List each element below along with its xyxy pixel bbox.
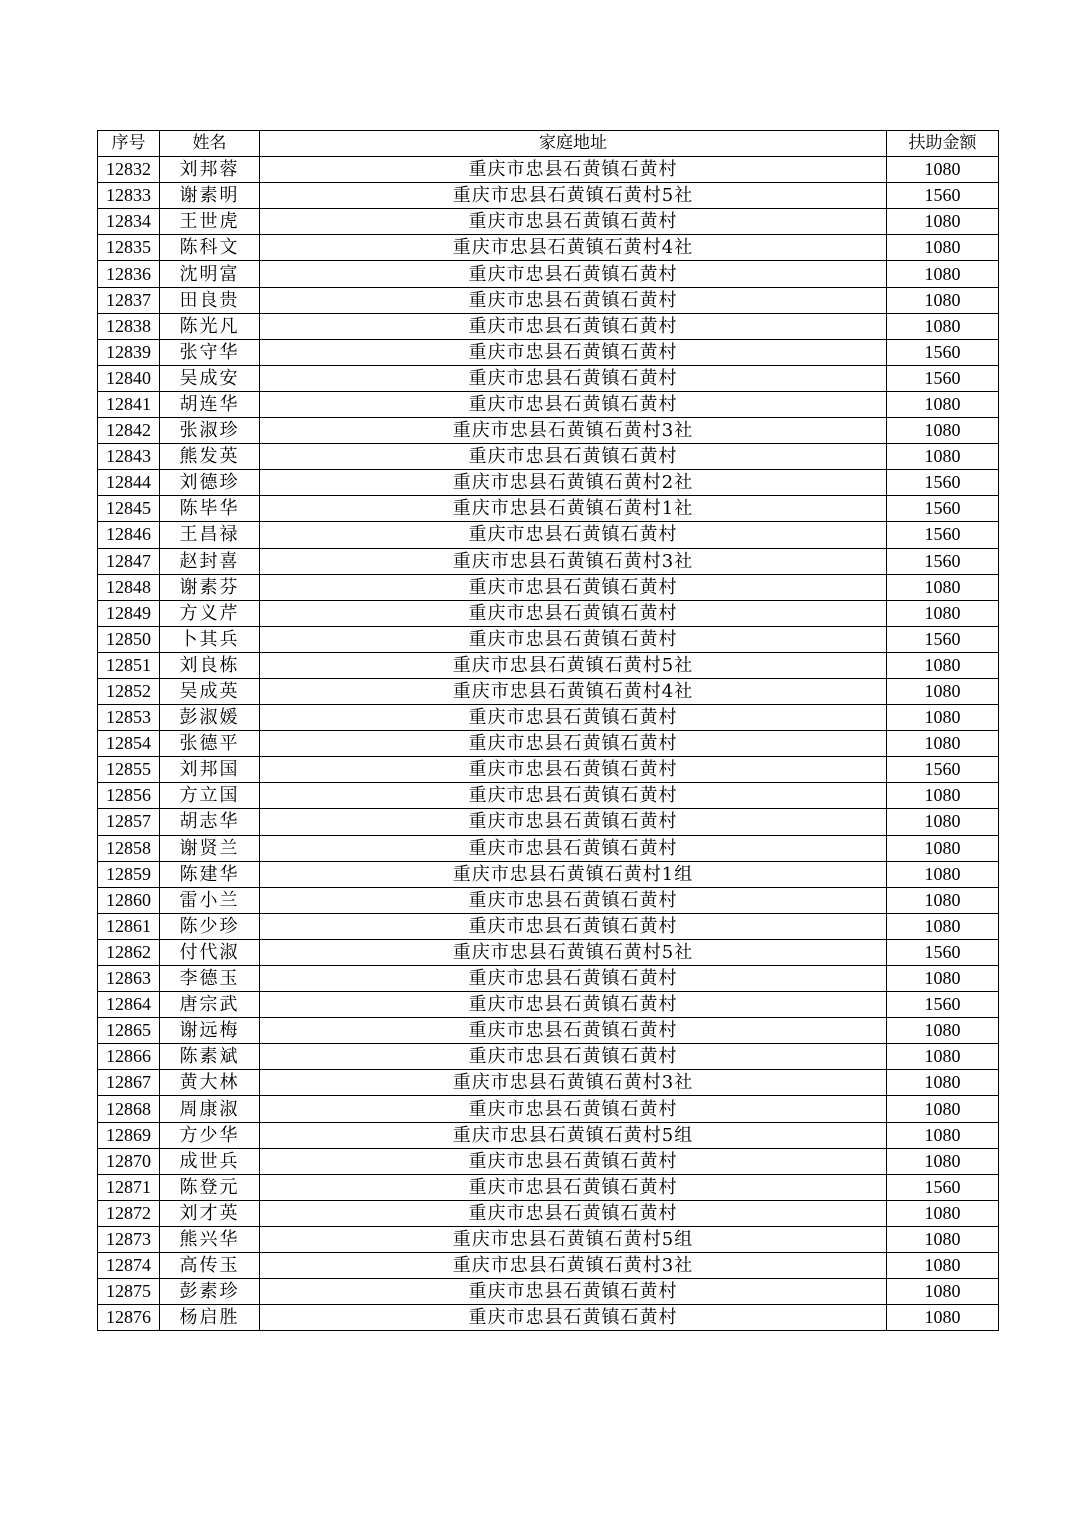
cell-seq: 12874 xyxy=(98,1253,160,1279)
table-row xyxy=(98,783,999,809)
cell-address: 重庆市忠县石黄镇石黄村5组 xyxy=(260,1122,887,1148)
cell-amount: 1080 xyxy=(887,1122,999,1148)
cell-amount: 1080 xyxy=(887,313,999,339)
table-row xyxy=(98,600,999,626)
cell-amount: 1080 xyxy=(887,783,999,809)
table-row xyxy=(98,209,999,235)
cell-address: 重庆市忠县石黄镇石黄村2社 xyxy=(260,470,887,496)
cell-name: 熊发英 xyxy=(160,444,260,470)
cell-seq: 12833 xyxy=(98,183,160,209)
cell-address: 重庆市忠县石黄镇石黄村 xyxy=(260,1096,887,1122)
table-row xyxy=(98,548,999,574)
cell-amount: 1080 xyxy=(887,444,999,470)
cell-seq: 12846 xyxy=(98,522,160,548)
cell-amount: 1080 xyxy=(887,809,999,835)
cell-name: 李德玉 xyxy=(160,966,260,992)
cell-seq: 12852 xyxy=(98,678,160,704)
cell-name: 田良贵 xyxy=(160,287,260,313)
table-row xyxy=(98,966,999,992)
table-row xyxy=(98,678,999,704)
cell-name: 陈毕华 xyxy=(160,496,260,522)
table-row xyxy=(98,1096,999,1122)
table-row xyxy=(98,1253,999,1279)
cell-name: 陈建华 xyxy=(160,861,260,887)
cell-name: 胡连华 xyxy=(160,391,260,417)
table-row xyxy=(98,1200,999,1226)
cell-seq: 12850 xyxy=(98,626,160,652)
cell-address: 重庆市忠县石黄镇石黄村3社 xyxy=(260,548,887,574)
cell-name: 刘德珍 xyxy=(160,470,260,496)
cell-address: 重庆市忠县石黄镇石黄村3社 xyxy=(260,1253,887,1279)
table-row xyxy=(98,1226,999,1252)
table-row xyxy=(98,835,999,861)
cell-address: 重庆市忠县石黄镇石黄村 xyxy=(260,287,887,313)
cell-amount: 1080 xyxy=(887,235,999,261)
cell-seq: 12836 xyxy=(98,261,160,287)
cell-address: 重庆市忠县石黄镇石黄村 xyxy=(260,1174,887,1200)
cell-name: 高传玉 xyxy=(160,1253,260,1279)
cell-amount: 1560 xyxy=(887,339,999,365)
cell-address: 重庆市忠县石黄镇石黄村 xyxy=(260,1044,887,1070)
cell-seq: 12875 xyxy=(98,1279,160,1305)
cell-name: 彭淑媛 xyxy=(160,705,260,731)
cell-name: 谢贤兰 xyxy=(160,835,260,861)
cell-name: 谢素明 xyxy=(160,183,260,209)
cell-address: 重庆市忠县石黄镇石黄村 xyxy=(260,365,887,391)
cell-amount: 1080 xyxy=(887,1279,999,1305)
cell-seq: 12876 xyxy=(98,1305,160,1331)
cell-seq: 12865 xyxy=(98,1018,160,1044)
cell-amount: 1080 xyxy=(887,966,999,992)
cell-address: 重庆市忠县石黄镇石黄村 xyxy=(260,1148,887,1174)
table-row xyxy=(98,313,999,339)
cell-address: 重庆市忠县石黄镇石黄村 xyxy=(260,783,887,809)
table-row xyxy=(98,235,999,261)
cell-amount: 1080 xyxy=(887,887,999,913)
table-row xyxy=(98,157,999,183)
cell-amount: 1080 xyxy=(887,287,999,313)
cell-address: 重庆市忠县石黄镇石黄村1社 xyxy=(260,496,887,522)
cell-address: 重庆市忠县石黄镇石黄村 xyxy=(260,522,887,548)
cell-name: 王世虎 xyxy=(160,209,260,235)
cell-amount: 1560 xyxy=(887,1174,999,1200)
table-row xyxy=(98,391,999,417)
cell-seq: 12835 xyxy=(98,235,160,261)
table-row xyxy=(98,444,999,470)
cell-seq: 12871 xyxy=(98,1174,160,1200)
cell-seq: 12872 xyxy=(98,1200,160,1226)
cell-address: 重庆市忠县石黄镇石黄村4社 xyxy=(260,235,887,261)
cell-address: 重庆市忠县石黄镇石黄村 xyxy=(260,600,887,626)
table-row xyxy=(98,522,999,548)
cell-amount: 1080 xyxy=(887,418,999,444)
cell-address: 重庆市忠县石黄镇石黄村 xyxy=(260,1305,887,1331)
cell-seq: 12862 xyxy=(98,939,160,965)
cell-amount: 1080 xyxy=(887,391,999,417)
cell-address: 重庆市忠县石黄镇石黄村 xyxy=(260,757,887,783)
cell-address: 重庆市忠县石黄镇石黄村3社 xyxy=(260,1070,887,1096)
table-row xyxy=(98,652,999,678)
table-body xyxy=(98,157,999,1331)
cell-address: 重庆市忠县石黄镇石黄村 xyxy=(260,261,887,287)
cell-name: 周康淑 xyxy=(160,1096,260,1122)
cell-amount: 1560 xyxy=(887,939,999,965)
cell-amount: 1080 xyxy=(887,574,999,600)
table-row xyxy=(98,626,999,652)
cell-amount: 1560 xyxy=(887,496,999,522)
table-row xyxy=(98,887,999,913)
cell-name: 刘良栋 xyxy=(160,652,260,678)
table-row xyxy=(98,1070,999,1096)
cell-address: 重庆市忠县石黄镇石黄村 xyxy=(260,313,887,339)
table-row xyxy=(98,1018,999,1044)
cell-amount: 1560 xyxy=(887,992,999,1018)
cell-name: 吴成英 xyxy=(160,678,260,704)
cell-seq: 12856 xyxy=(98,783,160,809)
cell-name: 成世兵 xyxy=(160,1148,260,1174)
cell-name: 陈光凡 xyxy=(160,313,260,339)
cell-amount: 1560 xyxy=(887,522,999,548)
cell-name: 胡志华 xyxy=(160,809,260,835)
cell-address: 重庆市忠县石黄镇石黄村5社 xyxy=(260,652,887,678)
cell-amount: 1080 xyxy=(887,705,999,731)
table-row xyxy=(98,809,999,835)
cell-name: 刘才英 xyxy=(160,1200,260,1226)
cell-address: 重庆市忠县石黄镇石黄村4社 xyxy=(260,678,887,704)
cell-amount: 1080 xyxy=(887,1200,999,1226)
table-row xyxy=(98,365,999,391)
cell-name: 陈素斌 xyxy=(160,1044,260,1070)
cell-amount: 1560 xyxy=(887,757,999,783)
cell-address: 重庆市忠县石黄镇石黄村 xyxy=(260,913,887,939)
cell-amount: 1080 xyxy=(887,861,999,887)
table-header-row xyxy=(98,131,999,157)
cell-name: 张守华 xyxy=(160,339,260,365)
cell-address: 重庆市忠县石黄镇石黄村 xyxy=(260,887,887,913)
cell-address: 重庆市忠县石黄镇石黄村3社 xyxy=(260,418,887,444)
cell-amount: 1080 xyxy=(887,1044,999,1070)
cell-seq: 12853 xyxy=(98,705,160,731)
cell-seq: 12838 xyxy=(98,313,160,339)
cell-name: 方少华 xyxy=(160,1122,260,1148)
cell-seq: 12864 xyxy=(98,992,160,1018)
cell-name: 刘邦蓉 xyxy=(160,157,260,183)
cell-amount: 1560 xyxy=(887,548,999,574)
cell-address: 重庆市忠县石黄镇石黄村 xyxy=(260,157,887,183)
cell-address: 重庆市忠县石黄镇石黄村 xyxy=(260,574,887,600)
cell-seq: 12873 xyxy=(98,1226,160,1252)
cell-amount: 1080 xyxy=(887,209,999,235)
cell-name: 沈明富 xyxy=(160,261,260,287)
header-seq: 序号 xyxy=(98,131,160,157)
cell-address: 重庆市忠县石黄镇石黄村 xyxy=(260,835,887,861)
cell-amount: 1080 xyxy=(887,1253,999,1279)
cell-amount: 1080 xyxy=(887,261,999,287)
cell-address: 重庆市忠县石黄镇石黄村 xyxy=(260,626,887,652)
cell-amount: 1080 xyxy=(887,1070,999,1096)
cell-amount: 1560 xyxy=(887,470,999,496)
cell-amount: 1560 xyxy=(887,626,999,652)
cell-amount: 1560 xyxy=(887,365,999,391)
cell-seq: 12868 xyxy=(98,1096,160,1122)
cell-name: 张德平 xyxy=(160,731,260,757)
cell-seq: 12839 xyxy=(98,339,160,365)
table-row xyxy=(98,470,999,496)
table-row xyxy=(98,1044,999,1070)
cell-name: 黄大林 xyxy=(160,1070,260,1096)
cell-address: 重庆市忠县石黄镇石黄村 xyxy=(260,1018,887,1044)
table-row xyxy=(98,339,999,365)
cell-seq: 12854 xyxy=(98,731,160,757)
cell-seq: 12834 xyxy=(98,209,160,235)
cell-address: 重庆市忠县石黄镇石黄村 xyxy=(260,1200,887,1226)
cell-amount: 1080 xyxy=(887,1148,999,1174)
cell-name: 付代淑 xyxy=(160,939,260,965)
cell-seq: 12859 xyxy=(98,861,160,887)
table-row xyxy=(98,287,999,313)
table-row xyxy=(98,1279,999,1305)
cell-seq: 12870 xyxy=(98,1148,160,1174)
table-row xyxy=(98,913,999,939)
table-row xyxy=(98,418,999,444)
cell-amount: 1080 xyxy=(887,835,999,861)
cell-amount: 1080 xyxy=(887,1096,999,1122)
table-row xyxy=(98,1305,999,1331)
cell-name: 陈科文 xyxy=(160,235,260,261)
table-row xyxy=(98,992,999,1018)
table-row xyxy=(98,861,999,887)
cell-seq: 12855 xyxy=(98,757,160,783)
cell-seq: 12851 xyxy=(98,652,160,678)
cell-address: 重庆市忠县石黄镇石黄村 xyxy=(260,339,887,365)
cell-seq: 12843 xyxy=(98,444,160,470)
cell-name: 卜其兵 xyxy=(160,626,260,652)
cell-name: 陈少珍 xyxy=(160,913,260,939)
cell-amount: 1080 xyxy=(887,157,999,183)
cell-name: 雷小兰 xyxy=(160,887,260,913)
table-row xyxy=(98,496,999,522)
cell-address: 重庆市忠县石黄镇石黄村 xyxy=(260,391,887,417)
subsidy-table xyxy=(97,130,999,1331)
table-row xyxy=(98,1148,999,1174)
cell-name: 谢素芬 xyxy=(160,574,260,600)
cell-amount: 1080 xyxy=(887,1226,999,1252)
cell-name: 方立国 xyxy=(160,783,260,809)
cell-seq: 12860 xyxy=(98,887,160,913)
cell-address: 重庆市忠县石黄镇石黄村 xyxy=(260,444,887,470)
cell-amount: 1080 xyxy=(887,731,999,757)
cell-seq: 12858 xyxy=(98,835,160,861)
header-amount: 扶助金额 xyxy=(887,131,999,157)
cell-seq: 12845 xyxy=(98,496,160,522)
cell-amount: 1080 xyxy=(887,652,999,678)
cell-address: 重庆市忠县石黄镇石黄村5社 xyxy=(260,939,887,965)
table-row xyxy=(98,574,999,600)
cell-seq: 12857 xyxy=(98,809,160,835)
table-row xyxy=(98,1122,999,1148)
cell-amount: 1080 xyxy=(887,678,999,704)
cell-seq: 12832 xyxy=(98,157,160,183)
header-name: 姓名 xyxy=(160,131,260,157)
cell-seq: 12837 xyxy=(98,287,160,313)
cell-seq: 12861 xyxy=(98,913,160,939)
cell-seq: 12847 xyxy=(98,548,160,574)
cell-seq: 12840 xyxy=(98,365,160,391)
cell-address: 重庆市忠县石黄镇石黄村5社 xyxy=(260,183,887,209)
cell-name: 王昌禄 xyxy=(160,522,260,548)
cell-address: 重庆市忠县石黄镇石黄村1组 xyxy=(260,861,887,887)
cell-name: 刘邦国 xyxy=(160,757,260,783)
table-row xyxy=(98,731,999,757)
cell-address: 重庆市忠县石黄镇石黄村5组 xyxy=(260,1226,887,1252)
cell-amount: 1080 xyxy=(887,600,999,626)
cell-address: 重庆市忠县石黄镇石黄村 xyxy=(260,731,887,757)
cell-name: 赵封喜 xyxy=(160,548,260,574)
cell-amount: 1080 xyxy=(887,1018,999,1044)
cell-name: 彭素珍 xyxy=(160,1279,260,1305)
cell-address: 重庆市忠县石黄镇石黄村 xyxy=(260,809,887,835)
table-row xyxy=(98,183,999,209)
cell-name: 吴成安 xyxy=(160,365,260,391)
table-row xyxy=(98,261,999,287)
cell-seq: 12844 xyxy=(98,470,160,496)
cell-amount: 1080 xyxy=(887,913,999,939)
cell-name: 陈登元 xyxy=(160,1174,260,1200)
cell-seq: 12867 xyxy=(98,1070,160,1096)
cell-name: 杨启胜 xyxy=(160,1305,260,1331)
cell-seq: 12849 xyxy=(98,600,160,626)
cell-amount: 1560 xyxy=(887,183,999,209)
cell-name: 方义芹 xyxy=(160,600,260,626)
cell-address: 重庆市忠县石黄镇石黄村 xyxy=(260,1279,887,1305)
cell-seq: 12848 xyxy=(98,574,160,600)
cell-address: 重庆市忠县石黄镇石黄村 xyxy=(260,966,887,992)
table-row xyxy=(98,757,999,783)
table-row xyxy=(98,939,999,965)
table-row xyxy=(98,1174,999,1200)
cell-name: 熊兴华 xyxy=(160,1226,260,1252)
cell-seq: 12866 xyxy=(98,1044,160,1070)
cell-seq: 12842 xyxy=(98,418,160,444)
cell-amount: 1080 xyxy=(887,1305,999,1331)
cell-name: 张淑珍 xyxy=(160,418,260,444)
cell-name: 唐宗武 xyxy=(160,992,260,1018)
cell-address: 重庆市忠县石黄镇石黄村 xyxy=(260,705,887,731)
cell-address: 重庆市忠县石黄镇石黄村 xyxy=(260,209,887,235)
header-address: 家庭地址 xyxy=(260,131,887,157)
table-row xyxy=(98,705,999,731)
cell-address: 重庆市忠县石黄镇石黄村 xyxy=(260,992,887,1018)
cell-seq: 12841 xyxy=(98,391,160,417)
cell-seq: 12863 xyxy=(98,966,160,992)
cell-seq: 12869 xyxy=(98,1122,160,1148)
cell-name: 谢远梅 xyxy=(160,1018,260,1044)
